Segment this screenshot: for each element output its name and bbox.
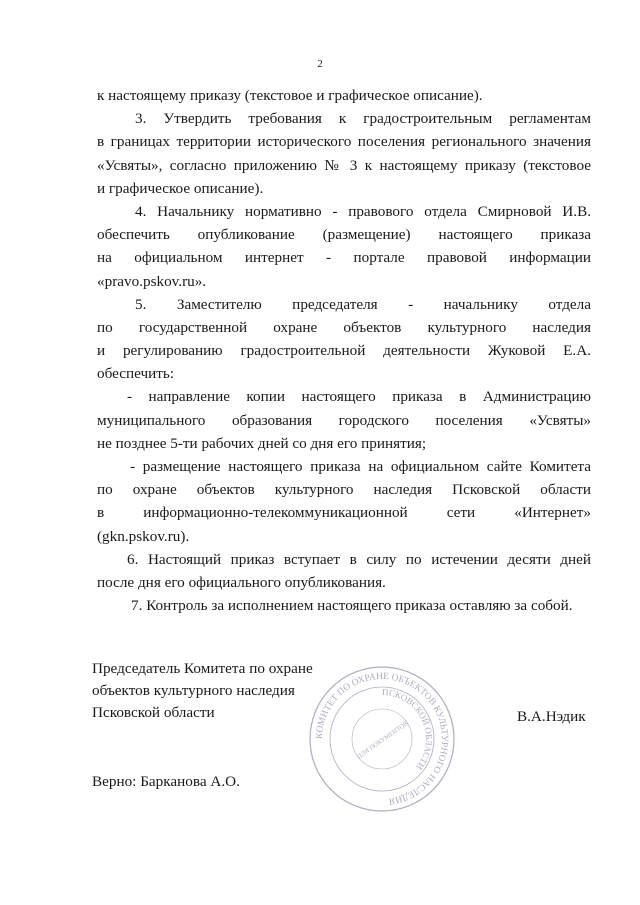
- text-line: 5. Заместителю председателя - начальнику отдела: [135, 295, 591, 313]
- signature-title-line: Председатель Комитета по охране: [92, 660, 313, 677]
- text-line: после дня его официального опубликования.: [97, 573, 386, 591]
- text-line: обеспечить:: [97, 365, 175, 383]
- text-line: 4. Начальнику нормативно - правового отдела Смирновой И.В.: [135, 202, 591, 220]
- text-line: по охране объектов культурного наследия Псковской области: [97, 481, 591, 499]
- seal-center-text: ДЛЯ ПОКУМЕНТОВ: [356, 720, 410, 761]
- certified-copy-note: Верно: Барканова А.О.: [92, 773, 240, 790]
- text-line: в информационно-телекоммуникационной сети «Интернет»: [97, 504, 591, 522]
- text-line: (gkn.pskov.ru).: [97, 527, 190, 545]
- text-line: - направление копии настоящего приказа в Администрацию: [127, 388, 591, 406]
- signer-name: В.А.Нэдик: [517, 708, 586, 725]
- text-line: 3. Утвердить требования к градостроительным регламентам: [135, 110, 591, 128]
- text-line: муниципального образования городского поселения «Усвяты»: [97, 411, 591, 429]
- seal-middle-text: ПСКОВСКОЙ ОБЛАСТИ: [381, 686, 435, 772]
- text-line: обеспечить опубликование (размещение) настоящего приказа: [97, 226, 591, 244]
- order-body: [97, 84, 591, 617]
- text-line: 7. Контроль за исполнением настоящего приказа оставляю за собой.: [131, 597, 573, 615]
- text-line: на официальном интернет - портале правовой информации: [97, 249, 591, 267]
- text-line: - размещение настоящего приказа на официальном сайте Комитета: [130, 458, 591, 475]
- signature-title: [92, 658, 313, 724]
- text-line: не позднее 5-ти рабочих дней со дня его принятия;: [97, 434, 427, 452]
- seal-outer-text: КОМИТЕТ ПО ОХРАНЕ ОБЪЕКТОВ КУЛЬТУРНОГО НАСЛЕДИЯ: [314, 671, 450, 806]
- page-number: 2: [317, 58, 323, 70]
- signature-title-line: Псковской области: [92, 704, 215, 721]
- official-seal: [307, 664, 457, 814]
- text-line: и графическое описание).: [97, 179, 264, 197]
- text-line: к настоящему приказу (текстовое и графическое описание).: [97, 87, 483, 104]
- text-line: по государственной охране объектов культурного наследия: [97, 318, 591, 336]
- text-line: в границах территории исторического поселения регионального значения: [97, 133, 591, 151]
- text-line: «Усвяты», согласно приложению № 3 к настоящему приказу (текстовое: [97, 156, 591, 174]
- signature-title-line: объектов культурного наследия: [92, 682, 295, 699]
- text-line: «pravo.pskov.ru».: [97, 272, 207, 290]
- text-line: 6. Настоящий приказ вступает в силу по истечении десяти дней: [127, 550, 591, 568]
- text-line: и регулированию градостроительной деятельности Жуковой Е.А.: [97, 342, 591, 360]
